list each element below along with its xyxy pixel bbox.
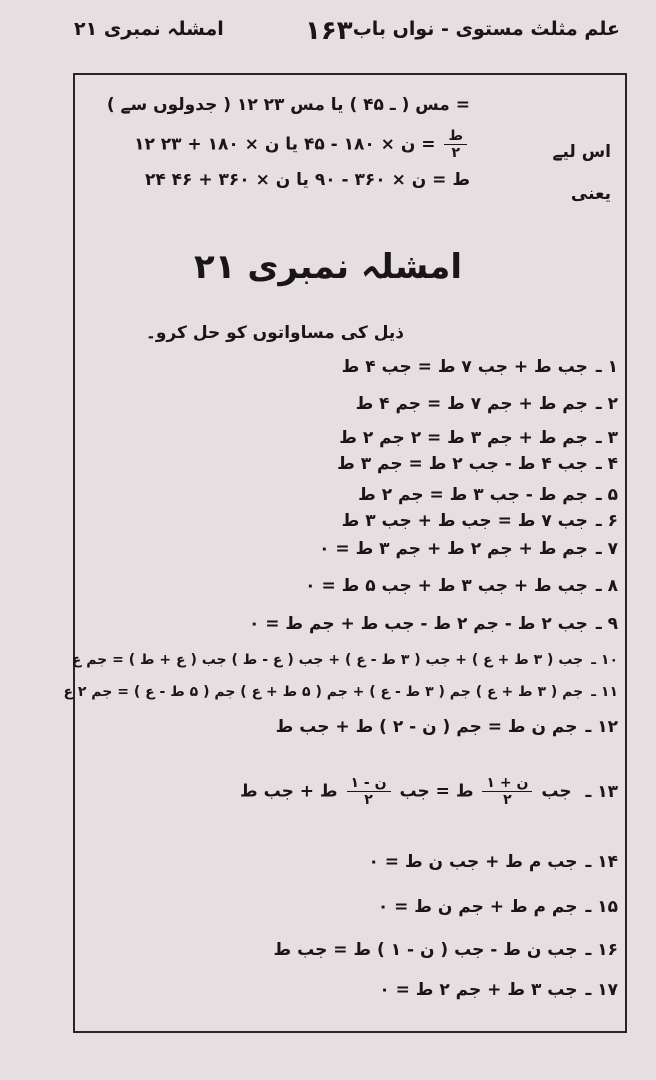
exercise-item: ۱۷ ـجب ۳ ط + جم ۲ ط = ۰ [379, 980, 618, 1000]
fraction-n-plus-1-over-2: $\frac{\text{ن + ۱}}{۲}$ [482, 775, 532, 808]
exercise-item: ۹ ـجب ۲ ط - جم ۲ ط - جب ط + جم ط = ۰ [248, 614, 618, 634]
exercise-item: ۱۲ ـجم ن ط = جم ( ن - ۲ ) ط + جب ط [275, 717, 618, 737]
exercise-item: ۶ ـجب ۷ ط = جب ط + جب ۳ ط [341, 511, 618, 531]
exercise-item: ۸ ـجب ط + جب ۳ ط + جب ۵ ط = ۰ [305, 576, 618, 596]
page-number: ۱۶۳ [305, 16, 353, 46]
exercise-item: ۱۶ ـجب ن ط - جب ( ن - ۱ ) ط = جب ط [273, 940, 618, 960]
exercise-item: ۱۰ ـجب ( ۳ ط + ع ) + جب ( ۳ ط - ع ) + جب ( ع - ط ) جب ( ع + ط ) = جم ع [71, 652, 618, 668]
exercise-item: ۵ ـجم ط - جب ۳ ط = جم ۲ ط [358, 485, 618, 505]
exercise-item: ۴ ـجب ۴ ط - جب ۲ ط = جم ۳ ط [337, 454, 618, 474]
equation-line-2-rhs: = ن × ۱۸۰ - ۴۵ یا ن × ۱۸۰ + ۲۳ ۱۲ [134, 134, 436, 155]
label-therefore: اس لیے [552, 142, 611, 162]
exercise-item: ۳ ـجم ط + جم ۳ ط = ۲ جم ۲ ط [339, 428, 618, 448]
equation-line-3: ط = ن × ۳۶۰ - ۹۰ یا ن × ۳۶۰ + ۴۶ ۲۴ [144, 170, 470, 190]
exercise-item: ۱۳ ـ جب $\frac{\text{ن + ۱}}{۲}$ ط = جب $\frac{\text{ن - ۱}}{۲}$ ط + جب ط [240, 775, 618, 808]
exercise-item: ۱۴ ـجب م ط + جب ن ط = ۰ [368, 852, 618, 872]
exercise-item: ۱۵ ـجم م ط + جم ن ط = ۰ [377, 897, 618, 917]
equation-line-2 [134, 128, 470, 161]
exercise-item: ۱ ـجب ط + جب ۷ ط = جب ۴ ط [341, 357, 618, 377]
fraction-n-minus-1-over-2: $\frac{\text{ن - ۱}}{۲}$ [347, 775, 391, 808]
equation-line-1: = مس ( ـ ۴۵ ) یا مس ۲۳ ۱۲ ( جدولوں سے ) [106, 95, 470, 115]
exercise-item: ۲ ـجم ط + جم ۷ ط = جم ۴ ط [355, 394, 618, 414]
exercise-item: ۷ ـجم ط + جم ۲ ط + جم ۳ ط = ۰ [319, 539, 618, 559]
exercise-instructions: ذیل کی مساواتوں کو حل کرو۔ [145, 323, 404, 343]
exercise-item: ۱۱ ـجم ( ۳ ط + ع ) جم ( ۳ ط - ع ) + جم ( ۵ ط + ع ) جم ( ۵ ط - ع ) = جم ۲ ع [63, 684, 618, 700]
exercise-title: امشلہ نمبری ۲۱ [193, 247, 463, 287]
label-that-is: یعنی [570, 184, 611, 204]
half-theta-fraction: $\frac{\text{ط}}{۲}$ [444, 128, 467, 161]
running-header-section: امشلہ نمبری ۲۱ [74, 18, 224, 40]
running-header-chapter: علم مثلث مستوی - نواں باب [352, 18, 620, 40]
